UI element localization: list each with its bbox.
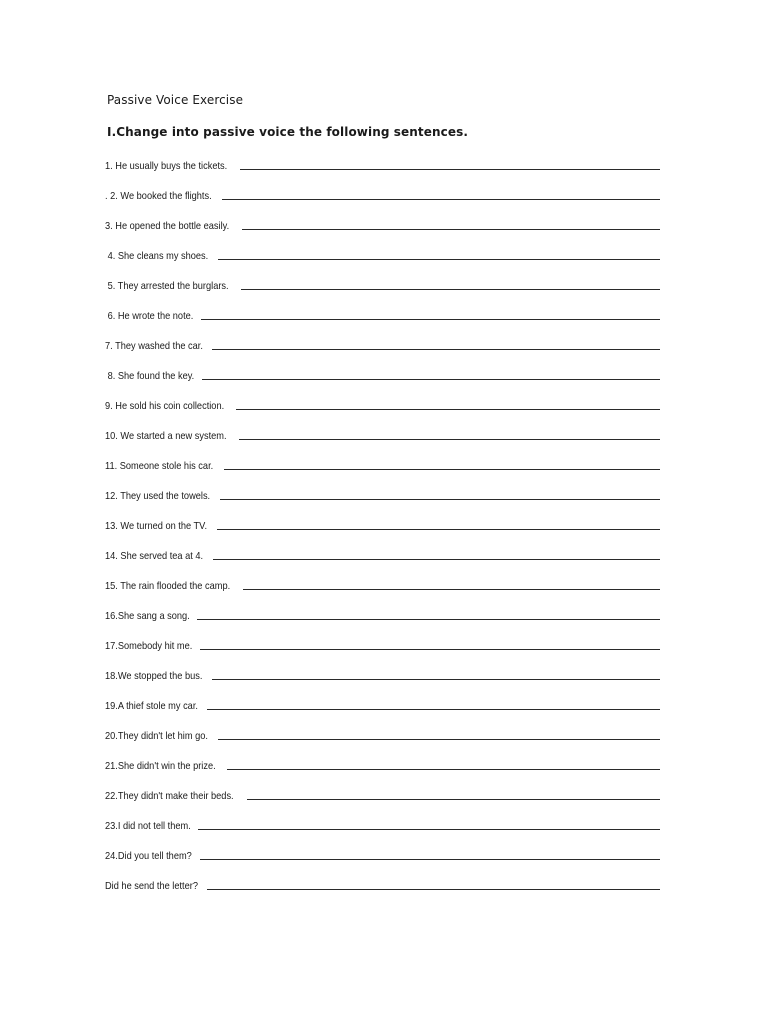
answer-line[interactable] (202, 379, 660, 380)
answer-line[interactable] (242, 229, 660, 230)
document-title: Passive Voice Exercise (107, 93, 244, 107)
answer-line[interactable] (197, 619, 660, 620)
answer-line[interactable] (213, 559, 661, 560)
exercise-sentence: 17.Somebody hit me. (105, 640, 193, 652)
answer-line[interactable] (239, 439, 660, 440)
exercise-sentence: . 2. We booked the flights. (105, 190, 212, 202)
answer-line[interactable] (212, 349, 660, 350)
answer-line[interactable] (218, 259, 660, 260)
exercise-item (105, 696, 660, 712)
answer-line[interactable] (200, 859, 660, 860)
exercise-item (105, 546, 660, 562)
exercise-item (105, 396, 660, 412)
exercise-item (105, 186, 660, 202)
answer-line[interactable] (207, 889, 660, 890)
exercise-sentence: 8. She found the key. (105, 370, 195, 382)
exercise-sentence: 3. He opened the bottle easily. (105, 220, 230, 232)
exercise-sentence: 6. He wrote the note. (105, 310, 194, 322)
exercise-item (105, 726, 660, 742)
exercise-item (105, 306, 660, 322)
exercise-sentence: 1. He usually buys the tickets. (105, 160, 228, 172)
exercise-item (105, 276, 660, 292)
answer-line[interactable] (200, 649, 660, 650)
exercise-sentence: 19.A thief stole my car. (105, 700, 198, 712)
exercise-item (105, 816, 660, 832)
answer-line[interactable] (240, 169, 660, 170)
answer-line[interactable] (247, 799, 660, 800)
exercise-item (105, 366, 660, 382)
exercise-item (105, 756, 660, 772)
exercise-sentence: 11. Someone stole his car. (105, 460, 214, 472)
answer-line[interactable] (217, 529, 660, 530)
exercise-item (105, 486, 660, 502)
answer-line[interactable] (222, 199, 660, 200)
exercise-item (105, 846, 660, 862)
exercise-sentence: 13. We turned on the TV. (105, 520, 208, 532)
exercise-sentence: 24.Did you tell them? (105, 850, 192, 862)
exercise-item (105, 876, 660, 892)
exercise-sentence: 9. He sold his coin collection. (105, 400, 225, 412)
exercise-sentence: Did he send the letter? (105, 880, 198, 892)
exercise-item (105, 216, 660, 232)
exercise-sentence: 14. She served tea at 4. (105, 550, 204, 562)
answer-line[interactable] (201, 319, 660, 320)
answer-line[interactable] (227, 769, 660, 770)
answer-line[interactable] (241, 289, 660, 290)
exercise-sentence: 15. The rain flooded the camp. (105, 580, 231, 592)
exercise-item (105, 156, 660, 172)
answer-line[interactable] (198, 829, 660, 830)
exercise-sentence: 10. We started a new system. (105, 430, 227, 442)
exercise-item (105, 666, 660, 682)
exercise-sentence: 23.I did not tell them. (105, 820, 191, 832)
answer-line[interactable] (236, 409, 660, 410)
answer-line[interactable] (212, 679, 660, 680)
exercise-item (105, 576, 660, 592)
exercise-item (105, 636, 660, 652)
answer-line[interactable] (207, 709, 660, 710)
answer-line[interactable] (218, 739, 660, 740)
exercise-sentence: 7. They washed the car. (105, 340, 203, 352)
exercise-sentence: 18.We stopped the bus. (105, 670, 203, 682)
exercise-item (105, 246, 660, 262)
exercise-sentence: 5. They arrested the burglars. (105, 280, 229, 292)
exercise-item (105, 426, 660, 442)
exercise-item (105, 606, 660, 622)
exercise-item (105, 786, 660, 802)
exercise-sentence: 21.She didn't win the prize. (105, 760, 216, 772)
instruction-heading: I.Change into passive voice the following sentences. (107, 125, 469, 139)
exercise-sentence: 22.They didn't make their beds. (105, 790, 234, 802)
exercise-sentence: 4. She cleans my shoes. (105, 250, 209, 262)
exercise-item (105, 456, 660, 472)
exercise-item (105, 516, 660, 532)
answer-line[interactable] (220, 499, 660, 500)
exercise-item (105, 336, 660, 352)
exercise-sentence: 16.She sang a song. (105, 610, 190, 622)
exercise-sentence: 20.They didn't let him go. (105, 730, 208, 742)
exercise-sentence: 12. They used the towels. (105, 490, 211, 502)
answer-line[interactable] (243, 589, 660, 590)
answer-line[interactable] (224, 469, 660, 470)
